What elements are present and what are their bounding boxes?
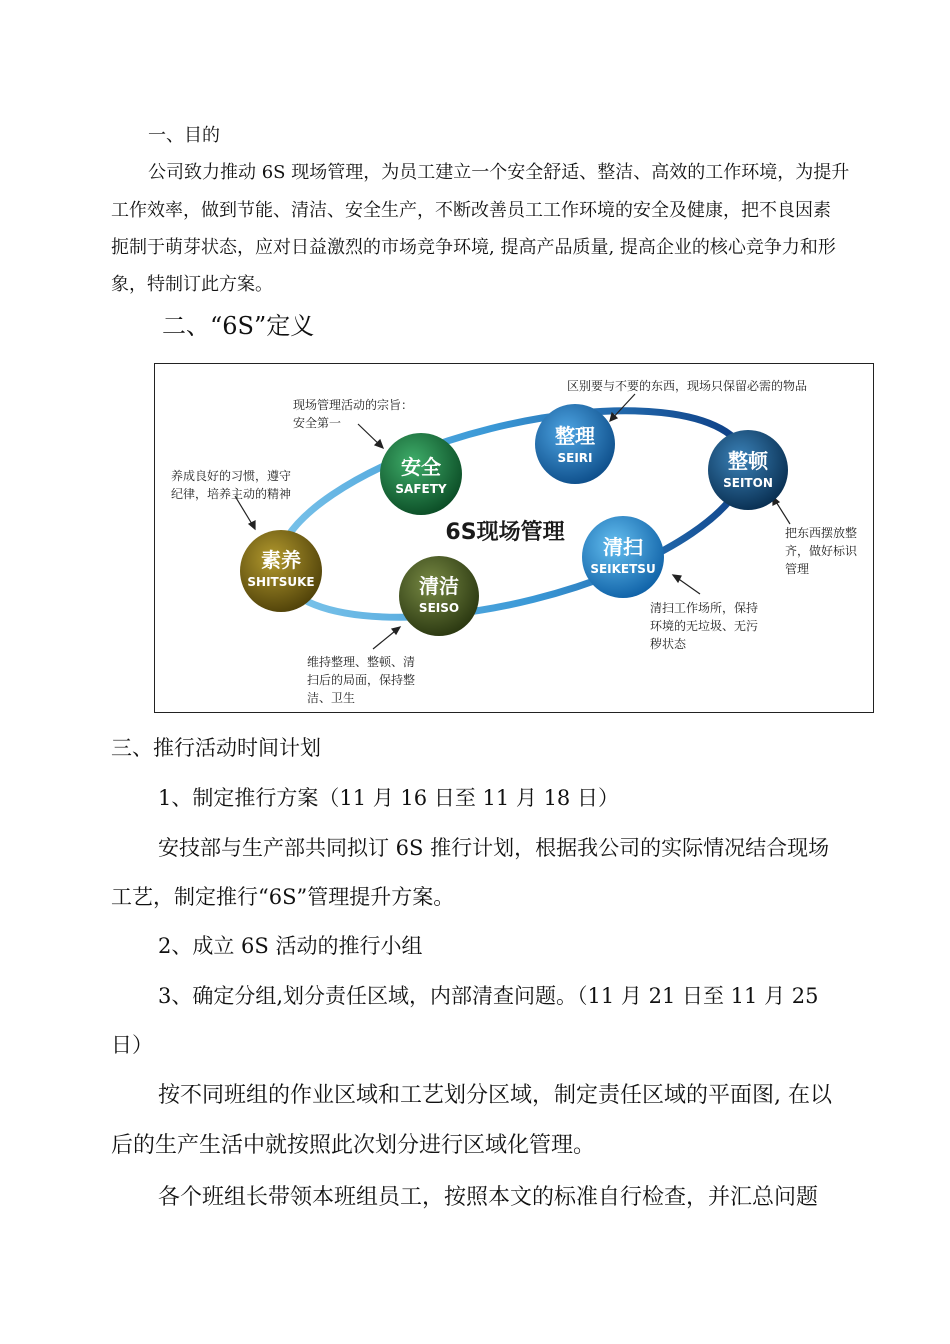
plan-para-2: 各个班组长带领本班组员工，按照本文的标准自行检查，并汇总问题 [158, 1185, 819, 1210]
section2-heading: 二、“6S”定义 [162, 312, 315, 340]
section1-line-4: 象，特制订此方案。 [111, 274, 273, 295]
plan-item-3-line-1: 3、确定分组,划分责任区域，内部清查问题。（11 月 21 日至 11 月 25 [158, 984, 819, 1008]
note-anquan-2: 安全第一 [293, 416, 342, 430]
svg-text:清洁: 清洁 [419, 574, 459, 598]
node-zhengdun [708, 430, 788, 510]
plan-item-1-desc-2: 工艺，制定推行“6S”管理提升方案。 [111, 885, 455, 909]
plan-item-1-desc-1: 安技部与生产部共同拟订 6S 推行计划，根据我公司的实际情况结合现场 [158, 836, 830, 860]
plan-item-3-line-2: 日） [111, 1033, 153, 1057]
note-zhengdun-2: 齐，做好标识 [785, 544, 858, 558]
arrowhead-suyang [249, 521, 255, 529]
svg-text:整理: 整理 [555, 424, 595, 448]
svg-text:整顿: 整顿 [728, 449, 768, 473]
note-qingsao-3: 秽状态 [650, 637, 687, 651]
svg-text:安全: 安全 [401, 455, 441, 479]
plan-item-2: 2、成立 6S 活动的推行小组 [158, 934, 423, 958]
svg-text:SEISO: SEISO [418, 601, 460, 615]
center-label: 6S现场管理 [445, 520, 565, 545]
note-suyang-2: 纪律，培养主动的精神 [171, 487, 292, 501]
note-zhengli-1: 区别要与不要的东西，现场只保留必需的物品 [567, 379, 808, 393]
note-qingsao-1: 清扫工作场所，保持 [650, 601, 759, 615]
node-zhengli [535, 404, 615, 484]
note-anquan-1: 现场管理活动的宗旨： [293, 398, 414, 412]
section1-heading: 一、目的 [148, 125, 220, 146]
node-anquan [380, 433, 462, 515]
plan-para-1-line-2: 后的生产生活中就按照此次划分进行区域化管理。 [111, 1133, 596, 1158]
plan-item-1: 1、制定推行方案（11 月 16 日至 11 月 18 日） [158, 786, 619, 810]
section1-line-3: 扼制于萌芽状态，应对日益激烈的市场竞争环境, 提高产品质量, 提高企业的核心竞争力和形 [111, 237, 836, 258]
svg-text:SHITSUKE: SHITSUKE [247, 575, 315, 589]
plan-para-1-line-1: 按不同班组的作业区域和工艺划分区域，制定责任区域的平面图, 在以 [158, 1083, 832, 1108]
section3-heading: 三、推行活动时间计划 [111, 736, 321, 760]
6s-diagram [154, 363, 874, 713]
section1-line-1: 公司致力推动 6S 现场管理，为员工建立一个安全舒适、整洁、高效的工作环境，为提升 [148, 162, 850, 183]
note-qingjie-1: 维持整理、整顿、清 [307, 655, 416, 669]
note-suyang-1: 养成良好的习惯，遵守 [171, 469, 292, 483]
note-zhengdun-1: 把东西摆放整 [785, 526, 858, 540]
note-qingjie-2: 扫后的局面，保持整 [307, 673, 416, 687]
node-qingjie [399, 556, 479, 636]
svg-text:SEIKETSU: SEIKETSU [590, 562, 656, 576]
svg-text:SEIRI: SEIRI [557, 451, 593, 465]
svg-text:SEITON: SEITON [723, 476, 773, 490]
section1-line-2: 工作效率，做到节能、清洁、安全生产，不断改善员工工作环境的安全及健康，把不良因素 [111, 200, 831, 221]
svg-text:素养: 素养 [261, 548, 301, 572]
svg-text:清扫: 清扫 [603, 535, 643, 559]
arrowhead-qingsao [673, 575, 681, 582]
note-qingsao-2: 环境的无垃圾、无污 [650, 619, 759, 633]
note-zhengdun-3: 管理 [785, 562, 810, 576]
node-qingsao [582, 516, 664, 598]
svg-text:SAFETY: SAFETY [395, 482, 447, 496]
note-qingjie-3: 洁、卫生 [307, 691, 356, 705]
node-suyang [240, 530, 322, 612]
